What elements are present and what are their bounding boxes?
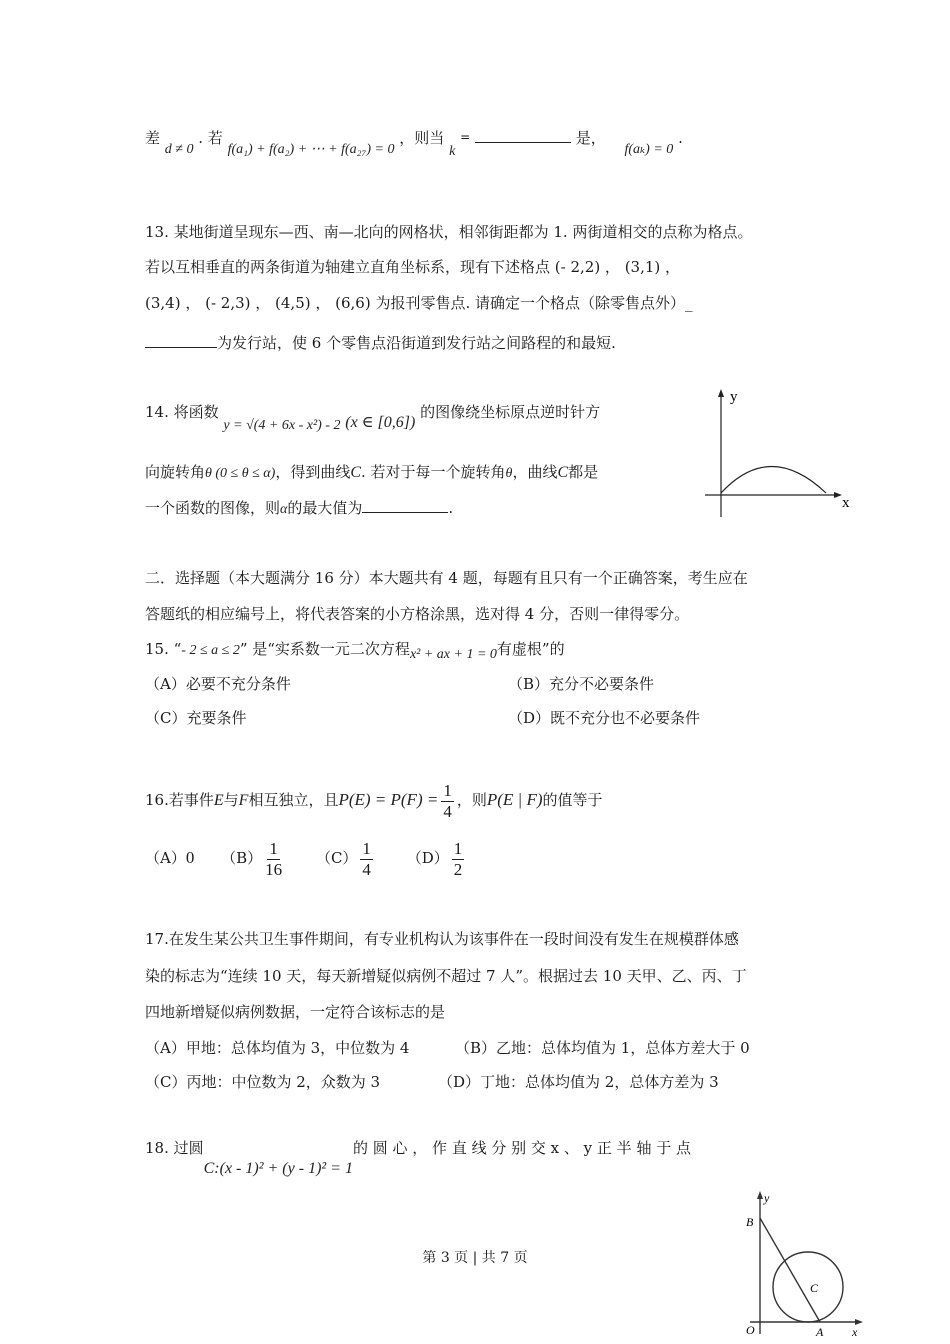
q14-axis-x-label: x [842, 495, 850, 511]
q17-option-a: （A）甲地：总体均值为 3，中位数为 4 [145, 1039, 410, 1057]
q16-option-a-value: 0 [185, 848, 195, 867]
q16-stem [145, 780, 603, 822]
q16-option-b-label: （B） [221, 849, 263, 867]
q12-mid: . 若 [198, 129, 223, 147]
q18-circle: C:(x - 1)² + (y - 1)² = 1 [203, 1160, 353, 1177]
q14-line2a: 向旋转角 [145, 463, 206, 481]
q14-func: y = √(4 + 6x - x²) - 2 [223, 418, 341, 433]
q13-answer-blank [145, 347, 217, 348]
q12-cond-d: d ≠ 0 [164, 142, 194, 157]
q16-f: F [238, 792, 249, 809]
q13-line2: 若以互相垂直的两条街道为轴建立直角坐标系，现有下述格点 (- 2,2) ， (3,1) ， [145, 258, 681, 276]
q15-stem [145, 639, 565, 661]
q14-curve-c-2: C [557, 464, 569, 481]
q14-curve-c: C [350, 464, 361, 481]
q15-eq: x² + ax + 1 = 0 [409, 647, 497, 662]
q14-part1: 14. 将函数 [145, 403, 219, 421]
q16-b: 与 [223, 791, 239, 809]
q16-option-d-den: 2 [453, 859, 463, 879]
section2-line2: 答题纸的相应编号上，将代表答案的小方格涂黑，选对得 4 分，否则一律得零分。 [145, 605, 690, 623]
q16-option-c-num: 1 [362, 838, 371, 858]
q14-line3b: 的最大值为 [287, 499, 363, 517]
q14-y-arrow [718, 389, 724, 397]
q14-line1 [145, 402, 601, 433]
q14-line3c: . [448, 499, 454, 517]
q18-label-c: C [810, 1281, 819, 1295]
q15-option-d: （D）既不充分也不必要条件 [508, 709, 701, 727]
q18-b: 的 圆 心 ， 作 直 线 分 别 交 x 、 y 正 半 轴 于 点 [352, 1139, 691, 1157]
q17-line2: 染的标志为“连续 10 天，每天新增疑似病例不超过 7 人”。根据过去 10 天甲、乙、丙、丁 [145, 967, 747, 985]
q16-frac-num: 1 [443, 780, 452, 800]
q14-alpha: α [280, 502, 288, 517]
q18-label-y: y [764, 1191, 770, 1205]
q13-line4-text: 为发行站，使 6 个零售点沿街道到发行站之间路程的和最短. [217, 334, 616, 352]
q14-axis-y-label: y [730, 389, 738, 405]
q13-line3: (3,4) ， (- 2,3) ， (4,5) ， (6,6) 为报刊零售点. 请确定一个格点（除零售点外）_ [145, 294, 693, 312]
q17-option-b: （B）乙地：总体均值为 1，总体方差大于 0 [455, 1039, 750, 1057]
q14-line2 [145, 462, 598, 484]
q14-part2: 的图像绕坐标原点逆时针方 [420, 403, 601, 421]
q16-option-a-label: （A） [145, 849, 186, 867]
q16-option-b-frac [265, 839, 282, 880]
q15-a: 15. “ [145, 640, 182, 658]
q18-label-b: B [746, 1215, 754, 1229]
q16-option-b-num: 1 [269, 838, 278, 858]
q18-label-x: x [852, 1325, 858, 1338]
q16-option-d-frac [452, 839, 465, 880]
q12-tail: 是， [575, 129, 606, 147]
q16-e: E [213, 792, 224, 809]
q15-c: 有虚根”的 [496, 640, 565, 658]
q14-line3 [145, 498, 453, 520]
q14-figure [700, 385, 860, 520]
q13-line1: 13. 某地街道呈现东—西、南—北向的网格状，相邻街距都为 1. 两街道相交的点称为格点。 [145, 223, 753, 241]
q17-option-c: （C）丙地：中位数为 2，众数为 3 [145, 1073, 381, 1091]
q12-line [145, 128, 683, 159]
q16-options [145, 838, 467, 880]
q15-option-a: （A）必要不充分条件 [145, 675, 291, 693]
q16-cond-prob: P(E | F) [486, 790, 543, 809]
q14-x-arrow [834, 492, 842, 498]
q12-then: ，则当 [399, 129, 445, 147]
q18-stem [145, 1138, 691, 1177]
q16-fraction [441, 781, 454, 822]
section2-line1: 二．选择题（本大题满分 16 分）本大题共有 4 题，每题有且只有一个正确答案，考生应在 [145, 569, 748, 587]
q14-answer-blank [362, 512, 448, 513]
q16-e-text: 的值等于 [542, 791, 603, 809]
q18-y-arrow [757, 1191, 763, 1199]
q12-k: k [449, 144, 456, 159]
q18-label-o: O [746, 1323, 755, 1337]
q14-theta: θ [505, 466, 513, 481]
q15-option-c: （C）充要条件 [145, 709, 247, 727]
q15-option-b: （B）充分不必要条件 [508, 675, 655, 693]
q16-a: 16.若事件 [145, 791, 214, 809]
q15-cond: - 2 ≤ a ≤ 2 [181, 643, 240, 658]
q16-option-c-den: 4 [362, 859, 371, 879]
q18-label-a: A [816, 1325, 824, 1338]
q12-eq: = [460, 130, 471, 144]
q14-arc-curve [721, 467, 826, 494]
q16-option-d-label: （D） [406, 849, 449, 867]
q14-theta-range: θ (0 ≤ θ ≤ α) [205, 466, 276, 481]
q16-prob: P(E) = P(F) = [338, 790, 439, 809]
q16-option-d-num: 1 [453, 838, 463, 858]
q15-b: ” 是“实系数一元二次方程 [239, 640, 410, 658]
q14-line2e: 都是 [568, 463, 599, 481]
q12-sum-expr: f(a₁) + f(a₂) + ⋯ + f(a₂₇) = 0 [227, 142, 395, 157]
q16-option-b-den: 16 [265, 859, 283, 879]
q18-a: 18. 过圆 [145, 1139, 204, 1157]
q16-option-c-frac [360, 839, 373, 880]
q16-c: 相互独立，且 [248, 791, 339, 809]
q12-end: . [678, 129, 683, 147]
q14-line2b: ，得到曲线 [275, 463, 351, 481]
q16-frac-den: 4 [443, 801, 452, 821]
q16-option-c-label: （C） [315, 849, 358, 867]
q13-line4 [145, 333, 616, 353]
page-footer: 第 3 页 | 共 7 页 [422, 1250, 528, 1266]
q14-line3a: 一个函数的图像，则 [145, 499, 281, 517]
q17-line3: 四地新增疑似病例数据，一定符合该标志的是 [145, 1003, 446, 1021]
q12-lead: 差 [145, 129, 161, 147]
q17-option-d: （D）丁地：总体均值为 2，总体方差为 3 [438, 1073, 719, 1091]
q14-line2d: ，曲线 [512, 463, 558, 481]
q14-domain: (x ∈ [0,6]) [345, 414, 416, 431]
q16-d: ，则 [456, 791, 487, 809]
q12-answer-blank [475, 142, 571, 143]
q18-line-ab [760, 1218, 820, 1322]
q17-line1: 17.在发生某公共卫生事件期间，有专业机构认为该事件在一段时间没有发生在规模群体感 [145, 930, 739, 948]
q12-fk: f(aₖ) = 0 [624, 142, 674, 157]
q14-line2c: . 若对于每一个旋转角 [361, 463, 506, 481]
